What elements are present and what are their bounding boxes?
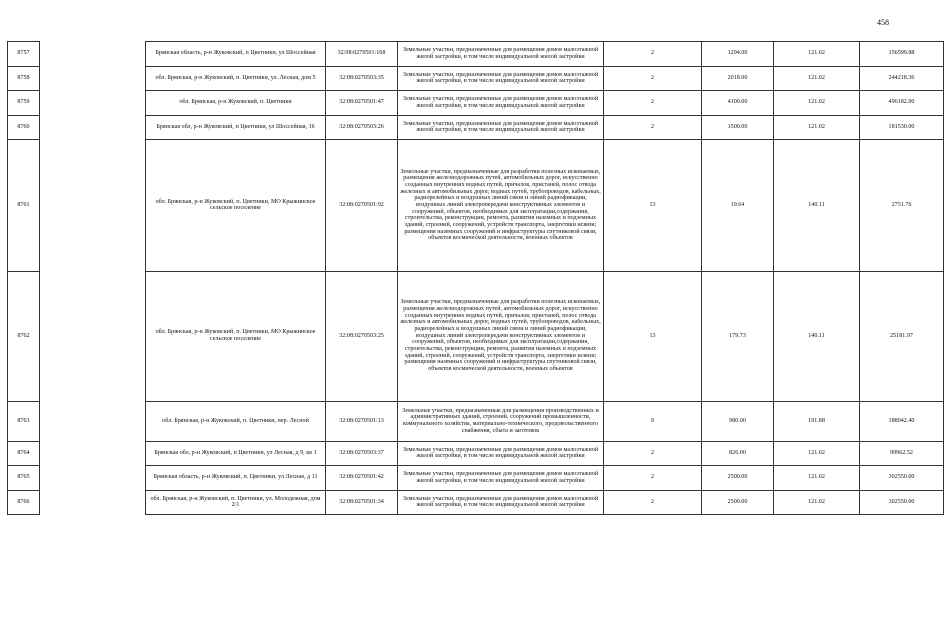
- table-cell-specific-value: 121.02: [774, 91, 860, 116]
- table-cell-group: 2: [604, 441, 702, 466]
- table-cell-area: 4100.00: [702, 91, 774, 116]
- table-cell-spacer: [40, 271, 146, 401]
- table-row: [8, 140, 944, 272]
- table-cell-specific-value: 121.02: [774, 66, 860, 91]
- table-row: [8, 271, 944, 401]
- table-cell-cadastral-value: 302550.00: [860, 490, 944, 515]
- table-cell-number: 8758: [8, 66, 40, 91]
- table-cell-specific-value: 140.11: [774, 271, 860, 401]
- table-cell-spacer: [40, 66, 146, 91]
- table-cell-permitted-use: Земельные участки, предназначенные для размещения домов малоэтажной жилой застройки, в том числе индивидуальной жилой застройки: [398, 66, 604, 91]
- table-cell-number: 8764: [8, 441, 40, 466]
- table-cell-cadastral-value: 188042.40: [860, 401, 944, 441]
- table-cell-number: 8761: [8, 140, 40, 272]
- table-cell-group: 13: [604, 140, 702, 272]
- table-cell-number: 8757: [8, 42, 40, 67]
- table-cell-specific-value: 121.02: [774, 490, 860, 515]
- table-cell-cadastral-value: 181530.00: [860, 115, 944, 140]
- table-cell-permitted-use: Земельные участки, предназначенные для размещения домов малоэтажной жилой застройки, в том числе индивидуальной жилой застройки: [398, 115, 604, 140]
- table-cell-area: 2500.00: [702, 466, 774, 491]
- table-cell-cadastral-value: 99962.52: [860, 441, 944, 466]
- table-cell-number: 8765: [8, 466, 40, 491]
- table-cell-spacer: [40, 401, 146, 441]
- table-cell-group: 13: [604, 271, 702, 401]
- table-cell-number: 8766: [8, 490, 40, 515]
- table-cell-permitted-use: Земельные участки, предназначенные для размещения домов малоэтажной жилой застройки, в том числе индивидуальной жилой застройки: [398, 441, 604, 466]
- table-cell-spacer: [40, 466, 146, 491]
- table-cell-area: 2500.00: [702, 490, 774, 515]
- table-cell-specific-value: 140.11: [774, 140, 860, 272]
- table-cell-specific-value: 121.02: [774, 441, 860, 466]
- table-cell-spacer: [40, 441, 146, 466]
- table-row: [8, 42, 944, 67]
- table-cell-address: Брянская область, р-н Жуковский, п. Цветники, ул Лесная, д 11: [146, 466, 326, 491]
- table-cell-group: 2: [604, 91, 702, 116]
- table-cell-cadastral-number: 32:08:0270503:25: [326, 271, 398, 401]
- table-row: [8, 115, 944, 140]
- table-cell-group: 2: [604, 66, 702, 91]
- table-cell-address: Брянская обл, р-н Жуковский, п Цветники, ул Лесная, д 9, кв 1: [146, 441, 326, 466]
- table-cell-address: обл. Брянская, р-н Жуковский, п. Цветники, пер. Лесной: [146, 401, 326, 441]
- table-cell-cadastral-number: 32:08:0270501:13: [326, 401, 398, 441]
- table-row: [8, 490, 944, 515]
- table-cell-address: Брянская область, р-н Жуковский, п Цветники, ул Шоссейная: [146, 42, 326, 67]
- table-cell-address: обл. Брянская, р-н Жуковский, п. Цветники, ул. Лесная, дом 5: [146, 66, 326, 91]
- table-cell-address: обл. Брянская, р-н Жуковский, п. Цветники, ул. Молодежная, дом 2/1: [146, 490, 326, 515]
- table-row: [8, 401, 944, 441]
- table-cell-cadastral-number: 32:08:0270503:35: [326, 66, 398, 91]
- table-cell-cadastral-value: 496182.00: [860, 91, 944, 116]
- table-cell-address: обл. Брянская, р-н Жуковский, п. Цветники, МО Крыжинское сельское поселение: [146, 140, 326, 272]
- table-cell-number: 8762: [8, 271, 40, 401]
- table-cell-group: 2: [604, 42, 702, 67]
- table-cell-spacer: [40, 115, 146, 140]
- table-cell-number: 8760: [8, 115, 40, 140]
- table-cell-specific-value: 121.02: [774, 466, 860, 491]
- table-row: [8, 466, 944, 491]
- table-cell-address: обл. Брянская, р-н Жуковский, п. Цветники: [146, 91, 326, 116]
- table-cell-cadastral-number: 32:08:0270501:42: [326, 466, 398, 491]
- table-cell-cadastral-number: 32:08:0270501:34: [326, 490, 398, 515]
- table-cell-specific-value: 121.02: [774, 115, 860, 140]
- table-cell-number: 8759: [8, 91, 40, 116]
- table-cell-address: обл. Брянская, р-н Жуковский, п. Цветники, МО Крыжинское сельское поселение: [146, 271, 326, 401]
- table-cell-cadastral-number: 32:08:0270501:47: [326, 91, 398, 116]
- table-row: [8, 441, 944, 466]
- table-cell-cadastral-number: 32:08:0270501:168: [326, 42, 398, 67]
- table-cell-cadastral-number: 32:08:0270501:92: [326, 140, 398, 272]
- table-cell-area: 19.64: [702, 140, 774, 272]
- table-cell-permitted-use: Земельные участки, предназначенные для размещения домов малоэтажной жилой застройки, в том числе индивидуальной жилой застройки: [398, 490, 604, 515]
- table-cell-cadastral-value: 302550.00: [860, 466, 944, 491]
- table-cell-group: 2: [604, 490, 702, 515]
- table-cell-cadastral-number: 32:08:0270503:26: [326, 115, 398, 140]
- table-cell-area: 1500.00: [702, 115, 774, 140]
- table-cell-spacer: [40, 91, 146, 116]
- table-cell-permitted-use: Земельные участки, предназначенные для разработки полезных ископаемых, размещения железнодорожных путей, автомобильных дорог, искусственно созданных внутренних водных путей, причалов, пристаней, полос отвода железных и автомобильных дорог, водных путей, трубопроводов, кабельных, радиорелейных и воздушных линий связи и линий радиофикации, воздушных линий электропередачи конструктивных элементов и сооружений, объектов, необходимых для эксплуатации,содержания, строительства, реконструкции, ремонта, развития наземных и подземных зданий, строений, сооружений, устройств транспорта, энергетики исвязи; размещения наземных сооружений и инфраструктуры спутниковой связи, объектов космической деятельности, военных объектов: [398, 271, 604, 401]
- table-cell-area: 826.00: [702, 441, 774, 466]
- table-cell-specific-value: 121.02: [774, 42, 860, 67]
- table-row: [8, 66, 944, 91]
- table-cell-permitted-use: Земельные участки, предназначенные для размещения домов малоэтажной жилой застройки, в том числе индивидуальной жилой застройки: [398, 42, 604, 67]
- table-cell-address: Брянская обл, р-н Жуковский, п Цветники, ул Шоссейная, 16: [146, 115, 326, 140]
- table-cell-group: 2: [604, 115, 702, 140]
- table-cell-permitted-use: Земельные участки, предназначенные для разработки полезных ископаемых, размещения железнодорожных путей, автомобильных дорог, искусственно созданных внутренних водных путей, причалов, пристаней, полос отвода железных и автомобильных дорог, водных путей, трубопроводов, кабельных, радиорелейных и воздушных линий связи и линий радиофикации, воздушных линий электропередачи конструктивных элементов и сооружений, объектов, необходимых для эксплуатации,содержания, строительства, реконструкции, ремонта, развития наземных и подземных зданий, строений, сооружений, устройств транспорта, энергетики исвязи; размещения наземных сооружений и инфраструктуры спутниковой связи, объектов космической деятельности, военных объектов: [398, 140, 604, 272]
- table-cell-group: 2: [604, 466, 702, 491]
- table-cell-area: 980.00: [702, 401, 774, 441]
- table-cell-area: 1294.00: [702, 42, 774, 67]
- table-cell-spacer: [40, 140, 146, 272]
- table-cell-specific-value: 191.88: [774, 401, 860, 441]
- table-cell-permitted-use: Земельные участки, предназначенные для размещения домов малоэтажной жилой застройки, в том числе индивидуальной жилой застройки: [398, 466, 604, 491]
- table-cell-area: 2018.00: [702, 66, 774, 91]
- table-cell-permitted-use: Земельные участки, предназначенные для размещения домов малоэтажной жилой застройки, в том числе индивидуальной жилой застройки: [398, 91, 604, 116]
- table-cell-number: 8763: [8, 401, 40, 441]
- table-cell-spacer: [40, 490, 146, 515]
- table-cell-permitted-use: Земельные участки, предназначенные для размещения производственных и административных зданий, строений, сооружений промышленности, коммунального хозяйства, материально-технического, продовольственного снабжения, сбыта и заготовок: [398, 401, 604, 441]
- table-cell-cadastral-value: 156599.88: [860, 42, 944, 67]
- table-row: [8, 91, 944, 116]
- table-cell-spacer: [40, 42, 146, 67]
- table-cell-area: 179.73: [702, 271, 774, 401]
- cadastral-value-table: [7, 41, 944, 515]
- table-cell-cadastral-value: 25181.97: [860, 271, 944, 401]
- table-cell-cadastral-value: 244218.36: [860, 66, 944, 91]
- page-number: 458: [877, 18, 889, 27]
- table-cell-cadastral-value: 2751.76: [860, 140, 944, 272]
- table-cell-cadastral-number: 32:08:0270503:37: [326, 441, 398, 466]
- table-cell-group: 9: [604, 401, 702, 441]
